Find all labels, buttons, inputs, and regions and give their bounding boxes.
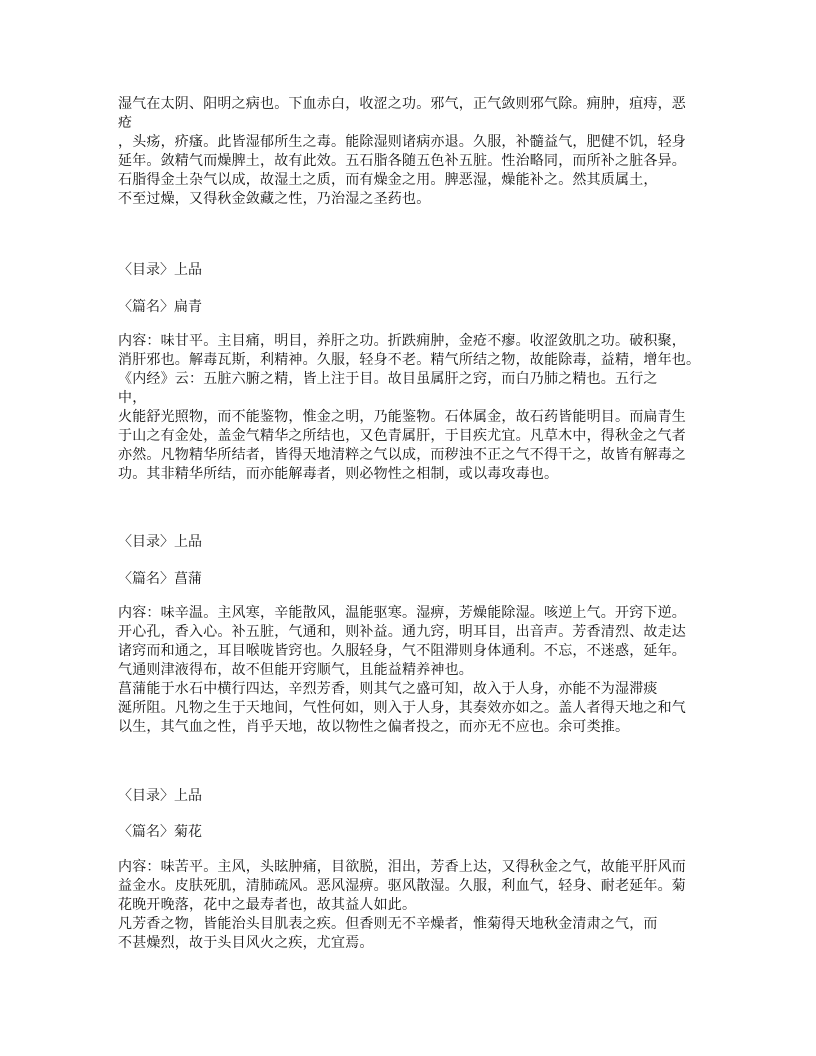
entry-catalog: 〈目录〉上品 [118, 534, 202, 550]
text-line: 火能舒光照物，而不能鉴物，惟金之明，乃能鉴物。石体属金，故石药皆能明目。而扁青生 [118, 409, 686, 425]
text-line: 不至过燥，又得秋金敛藏之性，乃治湿之圣药也。 [118, 191, 431, 207]
entry-title: 〈篇名〉菊花 [118, 824, 202, 840]
text-line: 亦然。凡物精华所结者，皆得天地清粹之气以成，而秽浊不正之气不得干之，故皆有解毒之 [118, 447, 686, 463]
entry-catalog: 〈目录〉上品 [118, 262, 202, 278]
text-line: 消肝邪也。解毒瓦斯，利精神。久服，轻身不老。精气所结之物，故能除毒，益精，增年也。 [118, 352, 701, 368]
entry-title: 〈篇名〉扁青 [118, 299, 202, 315]
text-line: 诸窍而和通之，耳目喉咙皆窍也。久服轻身，气不阻滞则身体通利。不忘，不迷惑，延年。 [118, 643, 686, 659]
intro-paragraph [118, 95, 718, 209]
text-line: 内容：味甘平。主目痛，明目，养肝之功。折跌痈肿，金疮不瘳。收涩敛肌之功。破积聚， [118, 333, 686, 349]
text-line: 菖蒲能于水石中横行四达，辛烈芳香，则其气之盛可知，故入于人身，亦能不为湿滞痰 [118, 681, 658, 697]
text-line: 凡芳香之物，皆能治头目肌表之疾。但香则无不辛燥者，惟菊得天地秋金清肃之气，而 [118, 916, 658, 932]
entry-content [118, 332, 718, 484]
text-line: 湿气在太阴、阳明之病也。下血赤白，收涩之功。邪气，正气敛则邪气除。痈肿，疽痔，恶 [118, 96, 686, 112]
text-line: 疮 [118, 115, 133, 131]
text-line: 内容：味苦平。主风，头眩肿痛，目欲脱，泪出，芳香上达，又得秋金之气，故能平肝风而 [118, 859, 686, 875]
text-line: 内容：味辛温。主风寒，辛能散风，温能驱寒。湿痹，芳燥能除湿。咳逆上气。开窍下逆。 [118, 605, 686, 621]
text-line: 涎所阻。凡物之生于天地间，气性何如，则入于人身，其奏效亦如之。盖人者得天地之和气 [118, 700, 686, 716]
entry-content [118, 858, 718, 953]
text-line: 开心孔，香入心。补五脏，气通和，则补益。通九窍，明耳目，出音声。芳香清烈、故走达 [118, 624, 686, 640]
entry-content [118, 604, 718, 737]
text-line: 延年。敛精气而燥脾土，故有此效。五石脂各随五色补五脏。性治略同，而所补之脏各异。 [118, 153, 686, 169]
text-line: 石脂得金土杂气以成，故湿土之质，而有燥金之用。脾恶湿，燥能补之。然其质属土， [118, 172, 658, 188]
text-line: 花晚开晚落，花中之最寿者也，故其益人如此。 [118, 897, 417, 913]
text-line: 《内经》云：五脏六腑之精，皆上注于目。故目虽属肝之窍，而白乃肺之精也。五行之 [118, 371, 658, 387]
text-line: 不甚燥烈，故于头目风火之疾，尤宜焉。 [118, 935, 374, 951]
text-line: 益金水。皮肤死肌，清肺疏风。恶风湿痹。驱风散湿。久服，利血气，轻身、耐老延年。菊 [118, 878, 686, 894]
entry-title: 〈篇名〉菖蒲 [118, 571, 202, 587]
text-line: 中， [118, 390, 147, 406]
text-line: ，头疡，疥瘙。此皆湿郁所生之毒。能除湿则诸病亦退。久服，补髓益气，肥健不饥，轻身 [118, 134, 686, 150]
text-line: 以生，其气血之性，肖乎天地，故以物性之偏者投之，而亦无不应也。余可类推。 [118, 719, 630, 735]
text-line: 气通则津液得布，故不但能开窍顺气，且能益精养神也。 [118, 662, 473, 678]
text-line: 于山之有金处，盖金气精华之所结也，又色青属肝，于目疾尤宜。凡草木中，得秋金之气者 [118, 428, 686, 444]
entry-catalog: 〈目录〉上品 [118, 788, 202, 804]
text-line: 功。其非精华所结，而亦能解毒者，则必物性之相制，或以毒攻毒也。 [118, 466, 559, 482]
